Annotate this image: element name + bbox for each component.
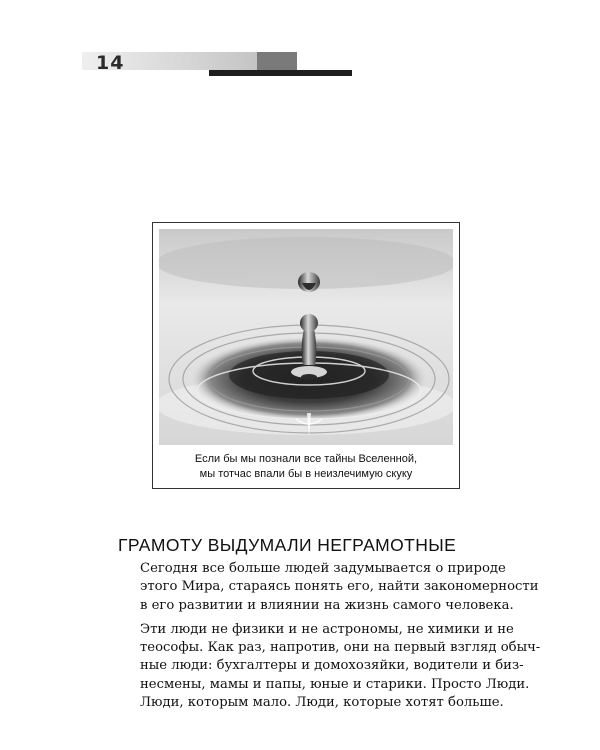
paragraph: [118, 560, 539, 615]
caption-line: Если бы мы познали все тайны Вселенной,: [194, 453, 418, 465]
figure: [152, 222, 460, 489]
text-line: в его развитии и влиянии на жизнь самого человека.: [140, 597, 514, 613]
caption-line: мы тотчас впали бы в неизлечимую скуку: [199, 468, 413, 480]
text-line: Сегодня все больше людей задумывается о природе: [140, 561, 506, 576]
text-line: несмены, мамы и папы, юные и старики. Просто Люди.: [140, 676, 530, 692]
header-rule: [209, 70, 352, 76]
figure-caption: [153, 452, 459, 482]
page-number: 14: [96, 52, 125, 74]
paragraph: [118, 621, 541, 712]
section-heading: ГРАМОТУ ВЫДУМАЛИ НЕГРАМОТНЫЕ: [118, 534, 457, 555]
text-line: Люди, которым мало. Люди, которые хотят больше.: [140, 695, 504, 711]
text-line: ные люди: бухгалтеры и домохозяйки, водители и биз-: [140, 658, 524, 674]
header-dark-block: [257, 52, 297, 70]
water-drop-photo: [159, 229, 453, 445]
text-line: теософы. Как раз, напротив, они на первый взгляд обыч-: [140, 640, 541, 656]
text-line: Эти люди не физики и не астрономы, не химики и не: [140, 621, 514, 637]
text-line: этого Мира, стараясь понять его, найти закономерности: [140, 579, 539, 595]
body-text: [118, 560, 541, 718]
